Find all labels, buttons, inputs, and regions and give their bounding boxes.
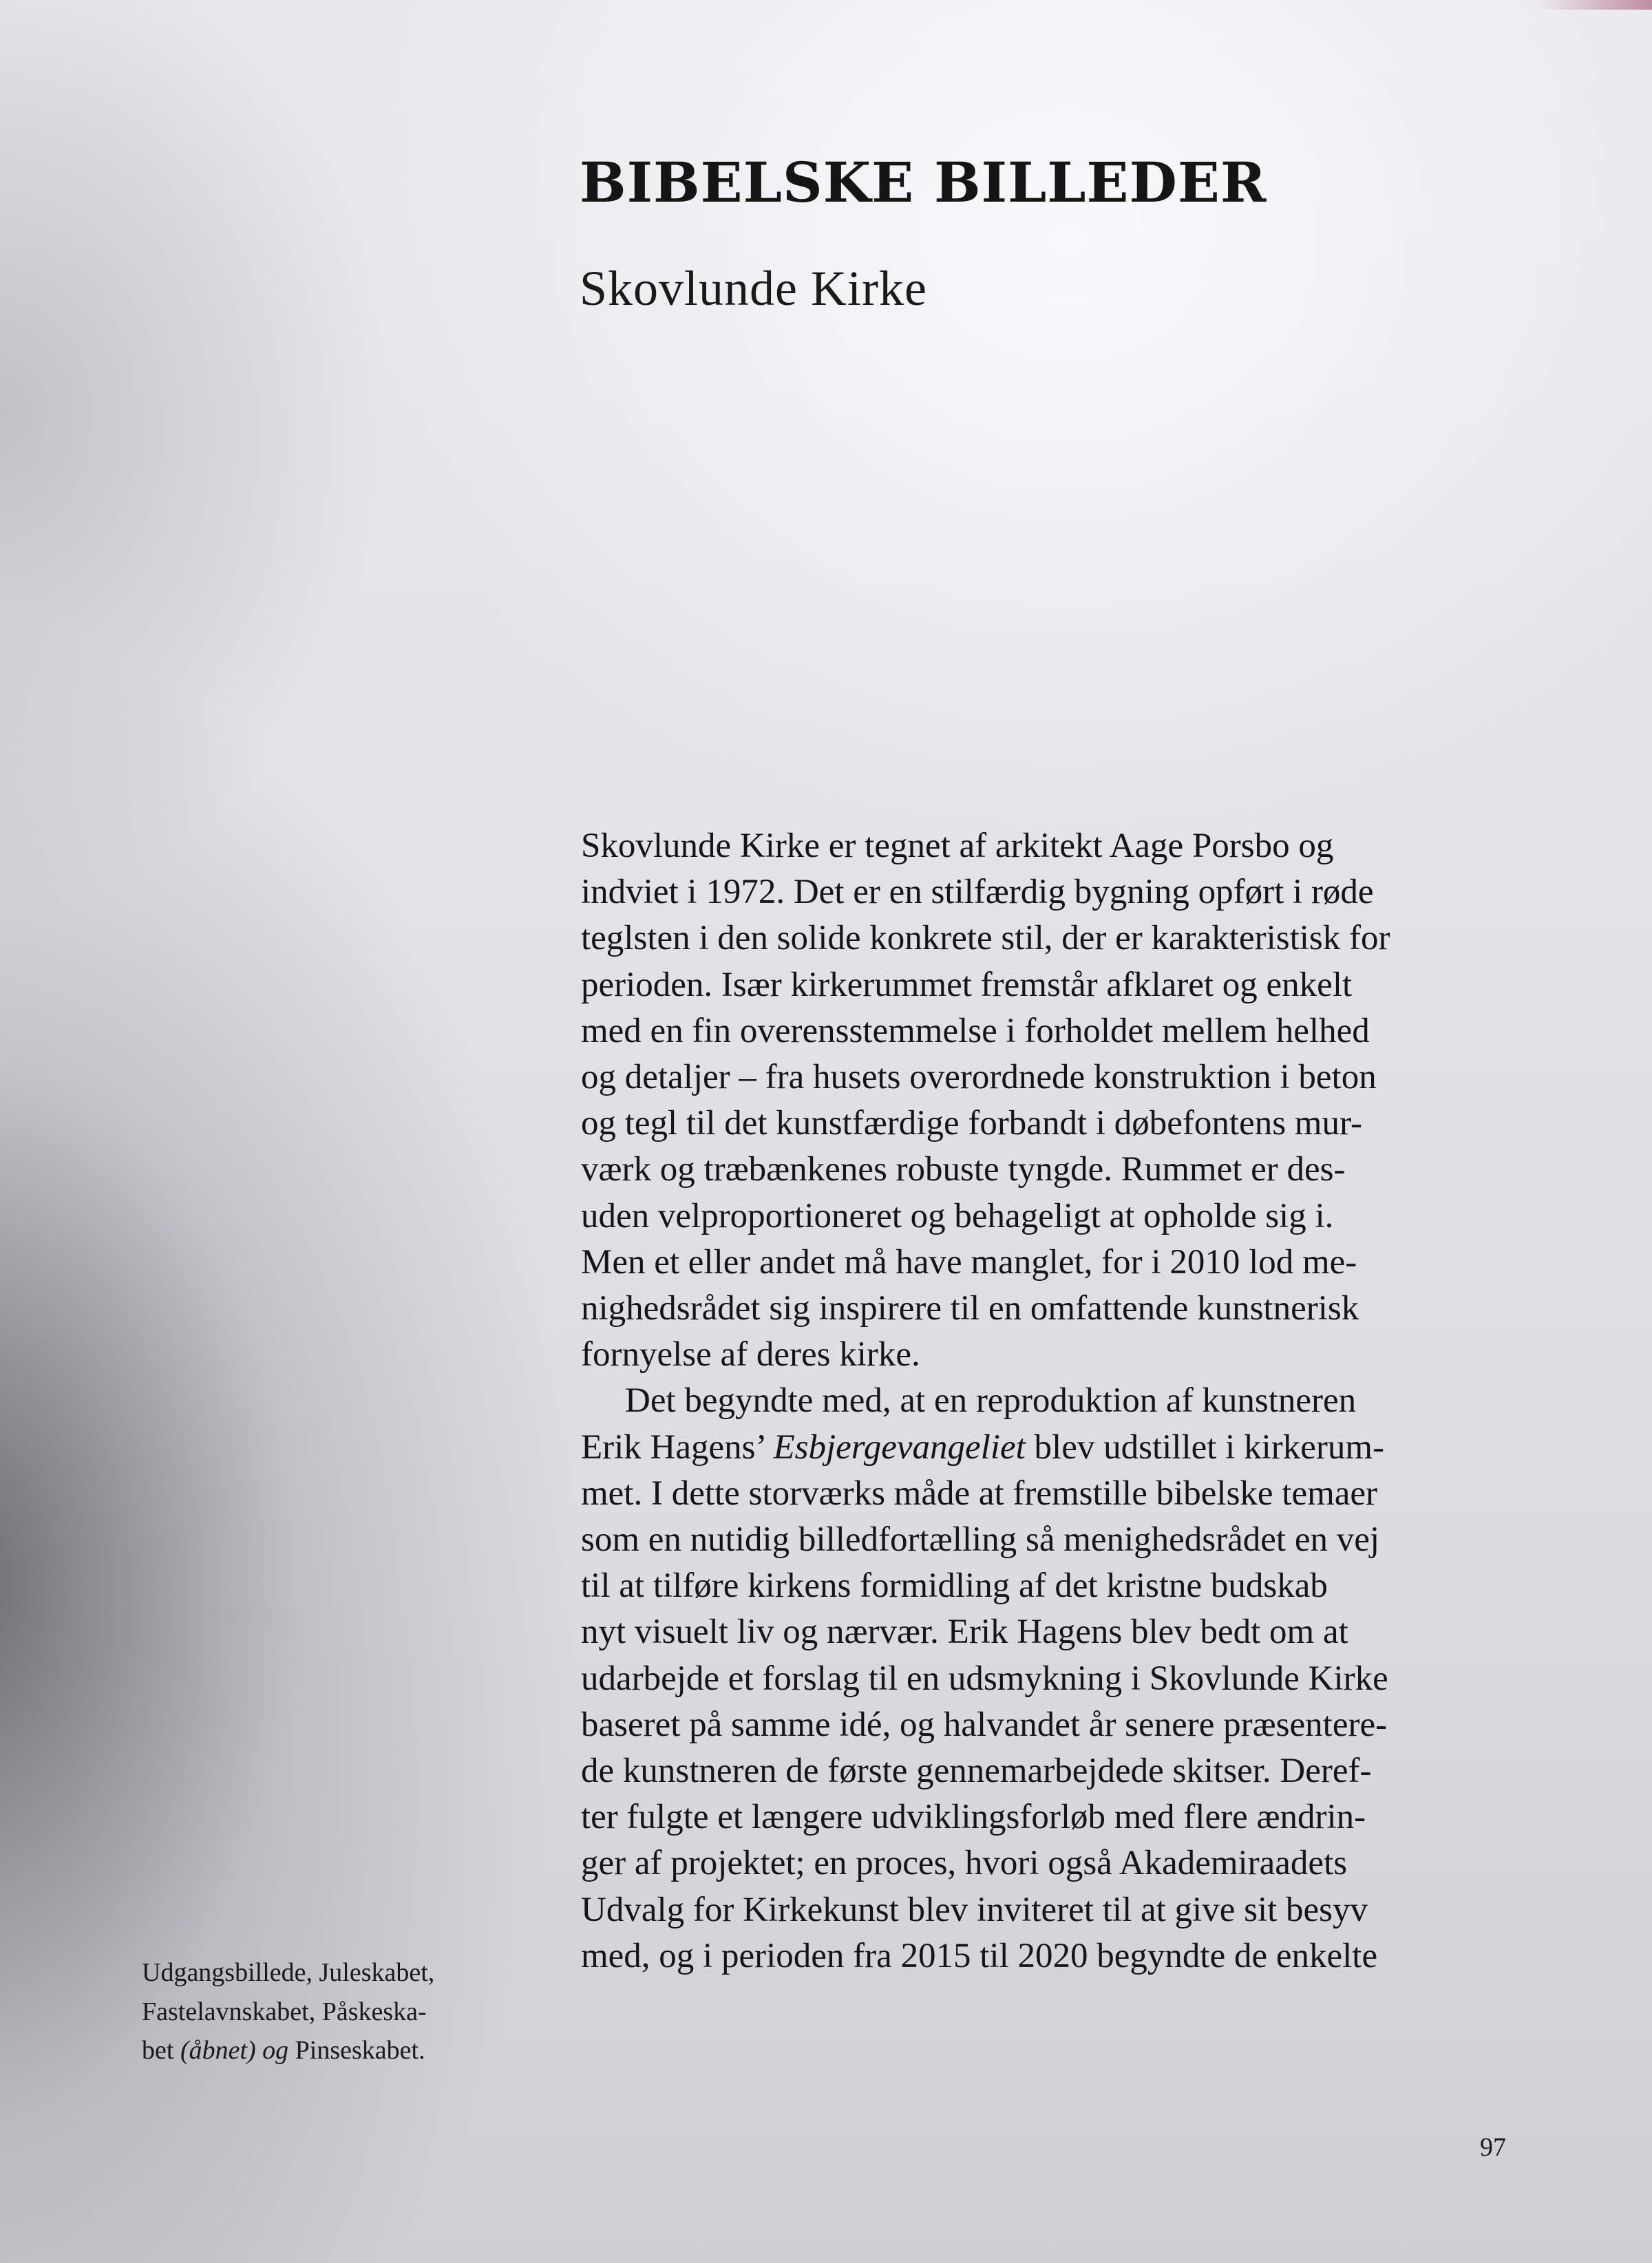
text-line: ter fulgte et længere udviklingsforløb med flere ændrin- xyxy=(581,1798,1366,1837)
text-line: Skovlunde Kirke er tegnet af arkitekt Aage Porsbo og xyxy=(581,827,1334,865)
text-line: til at tilføre kirkens formidling af det kristne budskab xyxy=(581,1566,1328,1606)
text-line: og detaljer – fra husets overordnede konstruktion i beton xyxy=(581,1058,1377,1097)
text-line: som en nutidig billedfortælling så menighedsrådet en vej xyxy=(581,1520,1380,1560)
paragraph-2 xyxy=(581,1378,1558,1979)
text-run: blev udstillet i kirkerum- xyxy=(1025,1427,1385,1467)
text-line: med en fin overensstemmelse i forholdet mellem helhed xyxy=(581,1011,1370,1050)
page-edge-strip xyxy=(1535,0,1652,10)
page-title: BIBELSKE BILLEDER xyxy=(580,150,1267,215)
text-line: teglsten i den solide konkrete stil, der er karakteristisk for xyxy=(581,919,1390,958)
text-line: indviet i 1972. Det er en stilfærdig bygning opført i røde xyxy=(581,873,1374,912)
text-line: uden velproportioneret og behageligt at opholde sig i. xyxy=(581,1196,1334,1235)
text-line: fornyelse af deres kirke. xyxy=(581,1335,920,1374)
text-line: Udvalg for Kirkekunst blev inviteret til at give sit besyv xyxy=(581,1890,1368,1929)
text-line: ger af projektet; en proces, hvori også Akademiraadets xyxy=(581,1844,1348,1883)
page-subtitle: Skovlunde Kirke xyxy=(580,261,927,316)
text-line: Det begyndte med, at en reproduktion af kunstneren xyxy=(625,1381,1357,1421)
text-line: værk og træbænkenes robuste tyngde. Rummet er des- xyxy=(581,1150,1346,1189)
artwork-title: Esbjergevangeliet xyxy=(773,1427,1026,1467)
caption-italic-run: (åbnet) og xyxy=(180,2036,289,2065)
text-line: met. I dette storværks måde at fremstille bibelske temaer xyxy=(581,1474,1378,1513)
paragraph-1 xyxy=(581,823,1558,1378)
text-run: Erik Hagens’ xyxy=(581,1427,774,1467)
caption-line: Udgangsbillede, Juleskabet, xyxy=(142,1958,435,1987)
page-number: 97 xyxy=(1480,2133,1506,2162)
text-line: Men et eller andet må have manglet, for i 2010 lod me- xyxy=(581,1242,1357,1282)
text-line: de kunstneren de første gennemarbejdede skitser. Deref- xyxy=(581,1752,1372,1791)
text-line: baseret på samme idé, og halvandet år senere præsentere- xyxy=(581,1705,1388,1744)
body-text xyxy=(581,823,1558,1979)
image-caption xyxy=(142,1953,555,2070)
text-line: nyt visuelt liv og nærvær. Erik Hagens blev bedt om at xyxy=(581,1613,1348,1652)
text-line: perioden. Især kirkerummet fremstår afklaret og enkelt xyxy=(581,965,1353,1004)
caption-run: bet xyxy=(142,2036,180,2065)
text-line: udarbejde et forslag til en udsmykning i Skovlunde Kirke xyxy=(581,1659,1388,1698)
caption-run: Pinseskabet. xyxy=(288,2036,425,2065)
text-line: nighedsrådet sig inspirere til en omfattende kunstnerisk xyxy=(581,1289,1359,1328)
text-line: og tegl til det kunstfærdige forbandt i døbefontens mur- xyxy=(581,1104,1362,1143)
text-line xyxy=(581,1425,1558,1471)
text-line: med, og i perioden fra 2015 til 2020 begyndte de enkelte xyxy=(581,1936,1378,1975)
caption-line: Fastelavnskabet, Påskeska- xyxy=(142,1997,427,2026)
caption-line xyxy=(142,2031,555,2070)
